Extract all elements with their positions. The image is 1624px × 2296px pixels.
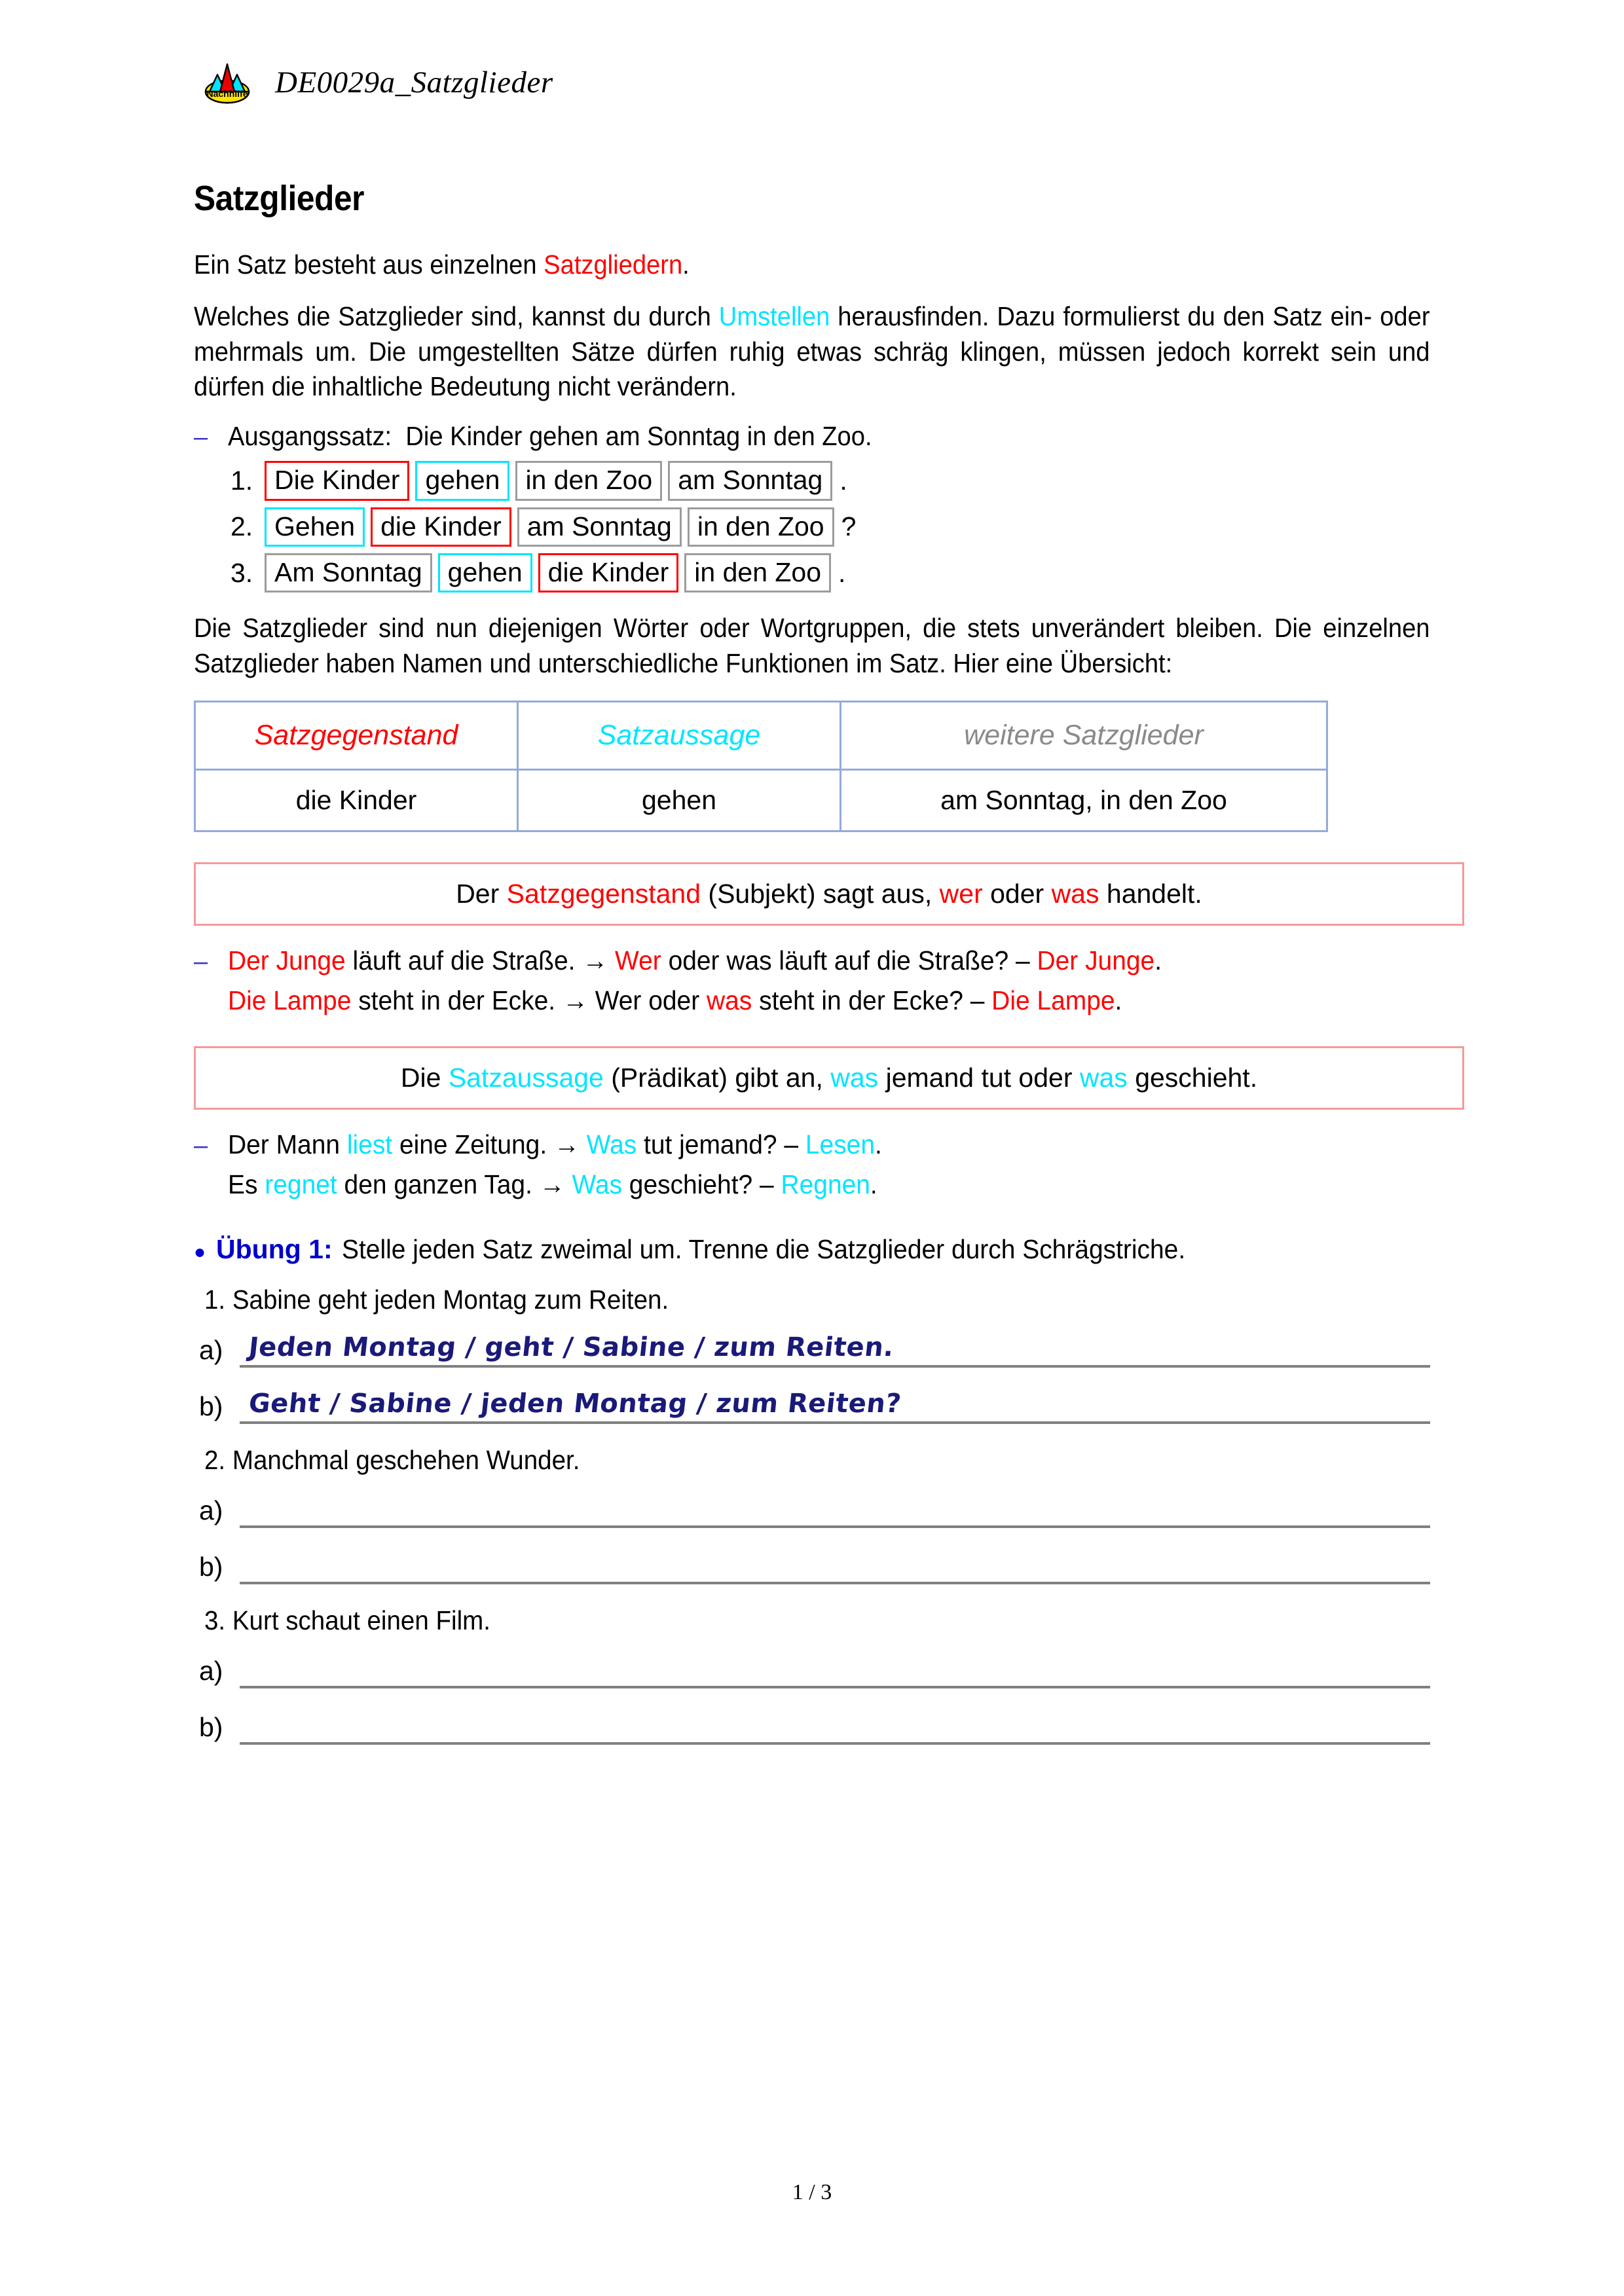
example-run: regnet [265,1169,337,1199]
logo-label: Nachhilfe [206,88,248,99]
dash-icon: – [194,424,208,452]
exercise-task: 1. Sabine geht jeden Montag zum Reiten. [204,1284,669,1315]
example-text [228,1169,877,1200]
exercise-task: 3. Kurt schaut einen Film. [204,1605,490,1635]
table-header-weitere-satzglieder: weitere Satzglieder [841,701,1327,769]
example-run: steht in der Ecke? – [752,985,992,1015]
satzglied-chip: in den Zoo [515,461,662,500]
intro-keyword-satzgliedern: Satzgliedern [544,249,683,280]
example-run: . [1115,985,1122,1015]
example-run: liest [346,1129,393,1159]
answer-input-line[interactable] [240,1653,1430,1688]
example-run: den ganzen Tag. → [337,1169,572,1199]
answer-label: b) [199,1711,223,1742]
satzglied-chip: in den Zoo [684,553,831,592]
answer-row [194,1493,1430,1528]
callout-pred-g: geschieht. [1127,1062,1258,1093]
example-text [228,945,1162,976]
example-run: Die Lampe [228,985,352,1015]
variant-number: 1. [231,465,253,496]
sentence-variant-row [194,461,1430,500]
answer-input-line[interactable] [240,1709,1430,1745]
example-run: was [707,985,752,1015]
table-header-satzaussage: Satzaussage [518,701,841,769]
answer-input-line[interactable] [240,1493,1430,1528]
answer-label: a) [199,1334,223,1365]
answer-input-line[interactable] [240,1389,1430,1424]
example-run: Die Lampe [991,985,1115,1015]
answer-handwriting: Jeden Montag / geht / Sabine / zum Reiten. [247,1332,896,1362]
callout-satzgegenstand [194,862,1464,926]
variant-punctuation: ? [841,511,857,542]
callout-sub-e: oder [982,878,1052,909]
sentence-variant-row [194,553,1430,592]
satzglied-chip: in den Zoo [688,507,834,547]
dash-icon: – [194,947,208,975]
example-run: oder was läuft auf die Straße? – [661,945,1037,975]
answer-label: b) [199,1391,223,1421]
callout-pred-keyword: Satzaussage [448,1062,604,1093]
page-title: Satzglieder [194,179,364,218]
example-run: Was [586,1129,637,1159]
example-run: geschieht? – [621,1169,781,1199]
page-footer: 1 / 3 [792,2180,832,2204]
sentence-variant-row [194,507,1430,547]
callout-satzaussage [194,1046,1464,1110]
page-header [203,60,553,105]
table-cell-predicate: gehen [518,769,841,831]
satzglied-chip: am Sonntag [668,461,832,500]
variant-punctuation: . [840,465,847,496]
subject-examples-list [194,945,1430,1016]
example-run: Der Junge [228,945,346,975]
callout-sub-was: was [1051,878,1099,909]
example-run: läuft auf die Straße. → [345,945,616,975]
explanation-paragraph: Die Satzglieder sind nun diejenigen Wörter oder Wortgruppen, die stets unverändert bleiben. Die einzelnen Satzglieder haben Namen und unterschiedliche Funktionen im Satz. Hier eine Übersicht: [194,613,1430,678]
callout-sub-wer: wer [939,878,983,909]
document-body [194,178,1430,1766]
answer-input-line[interactable] [240,1549,1430,1584]
example-run: Der Junge [1037,945,1155,975]
table-cell-others: am Sonntag, in den Zoo [841,769,1327,831]
answer-label: a) [199,1495,223,1525]
example-run: . [875,1129,882,1159]
exercise-items-list [194,1285,1430,1745]
intro-keyword-umstellen: Umstellen [718,301,830,332]
intro2-text-c: herausfinden. Dazu formulierst du den Satz ein- oder mehrmals um. Die umgestellten Sätze dürfen ruhig etwas schräg klingen, müssen jedoch korrekt sein und dürfen die inhaltliche Bedeutung nicht verändern. [194,301,1430,401]
example-run: Regnen [781,1169,870,1199]
answer-input-line[interactable] [240,1332,1430,1368]
answer-row [194,1709,1430,1745]
callout-sub-c: (Subjekt) sagt aus, [701,878,940,909]
callout-pred-was2: was [1079,1062,1128,1093]
table-row [195,769,1327,831]
table-header-satzgegenstand: Satzgegenstand [195,701,518,769]
predicate-examples-list [194,1129,1430,1200]
example-line [194,945,1430,976]
callout-pred-was1: was [830,1062,879,1093]
satzglied-chip: Gehen [265,507,365,547]
exercise-task: 2. Manchmal geschehen Wunder. [204,1444,580,1475]
example-run: Was [572,1169,622,1199]
example-text [228,985,1122,1016]
example-line [194,1169,1430,1200]
ausgangssatz-sentence: Die Kinder gehen am Sonntag in den Zoo. [405,421,872,452]
example-run: . [870,1169,877,1199]
intro-line-1 [194,247,1430,282]
variant-number: 2. [231,511,253,542]
example-run: tut jemand? – [637,1129,805,1159]
callout-pred-a: Die [400,1062,449,1093]
satzglied-chip: die Kinder [538,553,679,592]
ausgangssatz-body [228,421,872,452]
document-code: DE0029a_Satzglieder [275,65,553,100]
example-line [194,985,1430,1016]
answer-row [194,1653,1430,1688]
intro-text-a: Ein Satz besteht aus einzelnen [194,249,544,280]
exercise-heading [194,1234,1430,1265]
table-cell-subject: die Kinder [195,769,518,831]
sentence-variants-list [194,461,1430,592]
satzglied-chip: am Sonntag [517,507,682,547]
example-run: steht in der Ecke. → Wer oder [351,985,707,1015]
intro-text-c: . [682,249,690,280]
intro2-text-a: Welches die Satzglieder sind, kannst du durch [194,301,719,332]
exercise-instruction: Stelle jeden Satz zweimal um. Trenne die Satzglieder durch Schrägstriche. [341,1233,1185,1264]
variant-punctuation: . [838,557,846,588]
table-header-row [195,701,1327,769]
example-run: Wer [615,945,661,975]
ausgangssatz-label: Ausgangssatz: [228,421,392,452]
dash-icon: – [194,1131,208,1159]
answer-row [194,1389,1430,1424]
satzglied-chip: Die Kinder [265,461,409,500]
callout-sub-a: Der [456,878,507,909]
satzglied-chip: die Kinder [371,507,511,547]
variant-number: 3. [231,557,253,588]
answer-row [194,1549,1430,1584]
example-run: eine Zeitung. → [392,1129,587,1159]
answer-handwriting: Geht / Sabine / jeden Montag / zum Reiten? [247,1388,903,1419]
satzglied-chip: Am Sonntag [265,553,432,592]
callout-sub-keyword: Satzgegenstand [506,878,701,909]
answer-label: b) [199,1551,223,1582]
answer-row [194,1332,1430,1368]
bullet-icon: ● [194,1241,206,1263]
example-text [228,1129,882,1160]
answer-label: a) [199,1655,223,1686]
intro-paragraph-2 [194,299,1430,404]
satzglied-chip: gehen [438,553,532,592]
example-line [194,1129,1430,1160]
nachhilfe-logo-icon [203,60,251,105]
overview-table [194,701,1328,832]
example-run: Der Mann [228,1129,347,1159]
callout-sub-g: handelt. [1099,878,1202,909]
callout-pred-c: (Prädikat) gibt an, [603,1062,831,1093]
example-run: Es [228,1169,265,1199]
exercise-label: Übung 1: [216,1233,333,1264]
example-run: . [1154,945,1162,975]
example-run: Lesen [805,1129,876,1159]
ausgangssatz-line [194,421,1430,452]
callout-pred-e: jemand tut oder [878,1062,1080,1093]
satzglied-chip: gehen [415,461,509,500]
